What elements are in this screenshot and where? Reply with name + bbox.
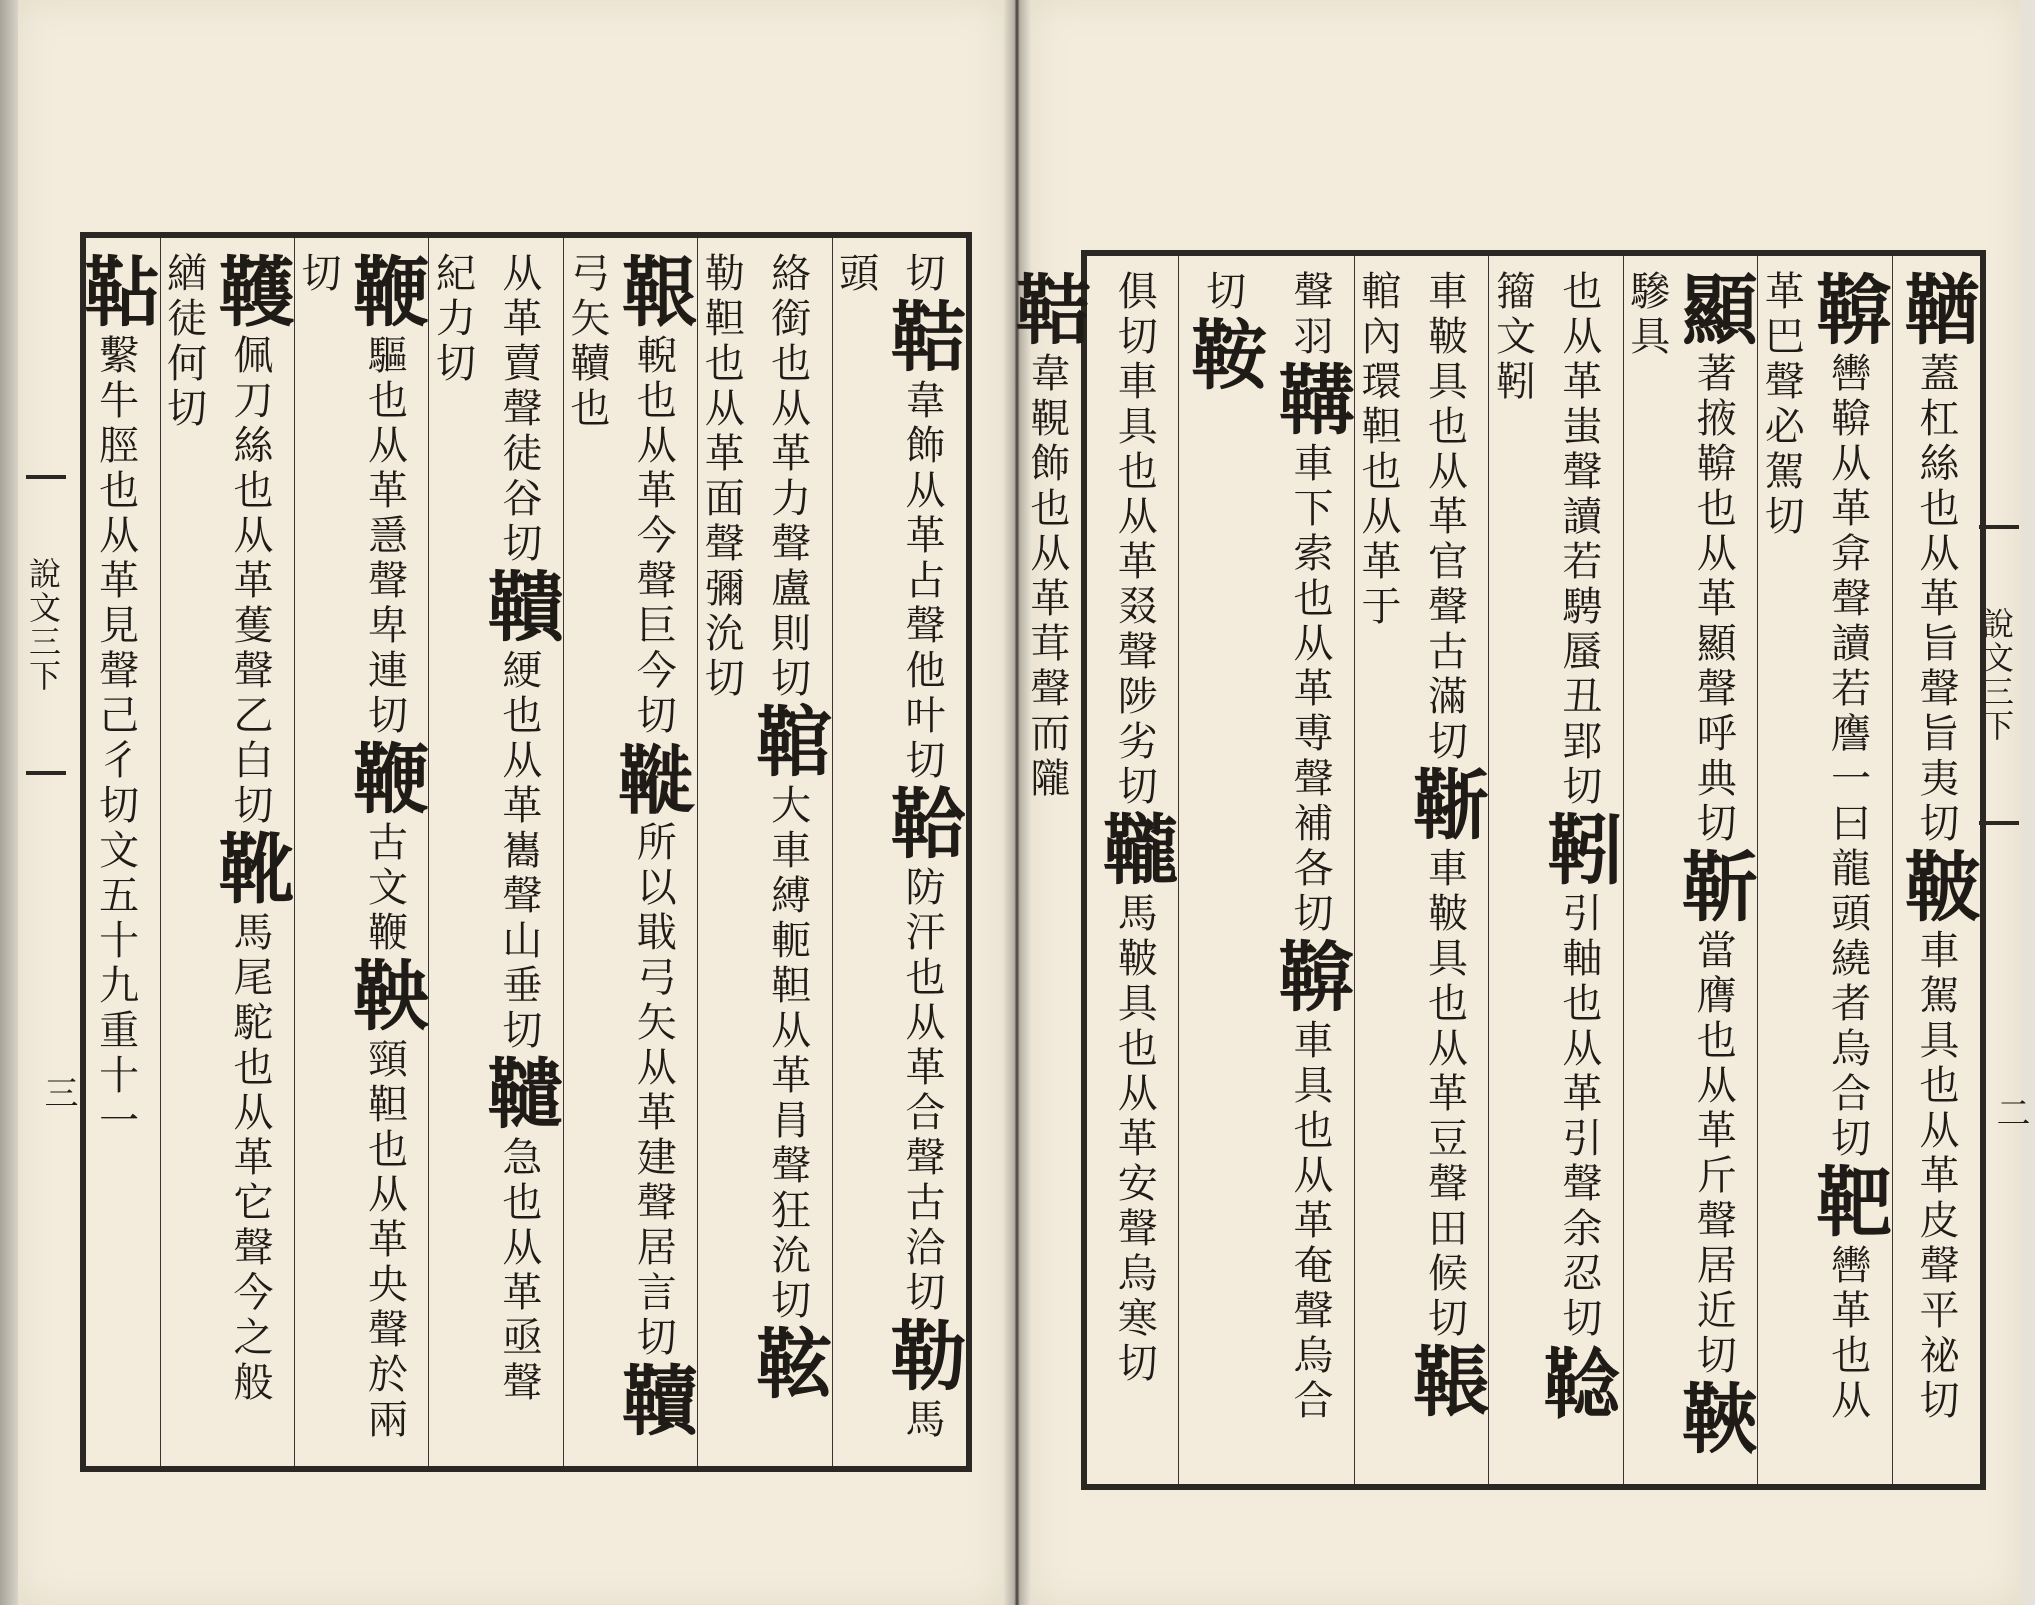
column-text xyxy=(1489,270,1622,1465)
headword: 䩙 xyxy=(743,1324,833,1406)
left-folio-number: 三 xyxy=(38,1075,78,1109)
headword: 䩨 xyxy=(1400,1342,1490,1424)
headword: 䩢 xyxy=(1400,765,1490,847)
headword: 鞊 xyxy=(878,297,967,379)
gloss-text: 切 xyxy=(899,252,945,297)
gloss-text: 轡革也从革巴聲必駕切 xyxy=(1758,270,1871,1424)
column-text xyxy=(295,252,428,1447)
right-column-7 xyxy=(1003,256,1178,1484)
headword: 靷 xyxy=(1534,810,1624,892)
gloss-text: 聲羽 xyxy=(1287,270,1334,360)
left-column-2 xyxy=(697,238,831,1466)
headword: 鞭 xyxy=(340,252,430,334)
headword: 鞍 xyxy=(1178,315,1268,397)
headword: 鞲 xyxy=(1266,360,1356,442)
headword: 䪈 xyxy=(474,1054,564,1136)
gloss-text: 俱切車具也从革叕聲陟劣切 xyxy=(1111,270,1158,810)
right-folio-number: 二 xyxy=(1990,1095,2030,1129)
gloss-text: 驂具 xyxy=(1623,270,1670,360)
column-text xyxy=(698,252,831,1447)
column-text xyxy=(833,252,966,1447)
headword: 鞥 xyxy=(1803,270,1893,352)
gloss-text: 也从革蚩聲讀若騁蜃丑郢切 xyxy=(1555,270,1602,810)
gloss-text: 車下索也从革尃聲補各切 xyxy=(1287,442,1334,937)
gloss-text: 著掖鞥也从革顯聲呼典切 xyxy=(1690,352,1737,847)
gloss-text: 車具也从革奄聲烏合切 xyxy=(1199,270,1334,1424)
headword: 勒 xyxy=(878,1316,967,1398)
gloss-text: 綆也从革巂聲山垂切 xyxy=(495,649,542,1054)
column-text xyxy=(1355,270,1488,1465)
gloss-text: 蓋杠絲也从革旨聲旨夷切 xyxy=(1913,352,1959,847)
headword: 鞁 xyxy=(1892,847,1981,929)
column-text xyxy=(161,252,294,1447)
headword: 䪊 xyxy=(1090,810,1180,892)
column-text xyxy=(1758,270,1891,1465)
headword: 靳 xyxy=(1669,847,1759,929)
gloss-text: 所以戢弓矢从革建聲居言切 xyxy=(630,821,677,1361)
headword: 𩋏 xyxy=(1534,1342,1624,1424)
headword: 䩪 xyxy=(743,702,833,784)
left-column-6 xyxy=(160,238,294,1466)
left-column-3 xyxy=(563,238,697,1466)
headword: 靴 xyxy=(206,829,296,911)
gloss-text: 从革賣聲徒谷切 xyxy=(495,252,542,567)
column-text xyxy=(429,252,562,1447)
right-column-3 xyxy=(1623,256,1757,1484)
right-running-title: 說文三下 xyxy=(1979,525,2019,825)
right-page xyxy=(1002,0,2030,1605)
gloss-text: 防汗也从革合聲古洽切 xyxy=(899,866,945,1316)
left-page xyxy=(18,0,1003,1605)
gloss-text: 勒靼也从革面聲彌沇切 xyxy=(698,252,745,702)
gloss-text: 輗也从革今聲巨今切 xyxy=(630,334,677,739)
binding-edge xyxy=(0,0,18,1605)
headword: 䩞 xyxy=(71,252,161,334)
left-column-5 xyxy=(294,238,428,1466)
column-text xyxy=(72,252,159,1447)
gloss-text: 絡銜也从革力聲盧則切 xyxy=(764,252,811,702)
column-text xyxy=(1893,270,1980,1465)
right-column-6 xyxy=(1178,256,1354,1484)
gloss-text: 古文鞭 xyxy=(361,821,408,956)
headword: 鞥 xyxy=(1266,937,1356,1019)
right-column-5 xyxy=(1354,256,1488,1484)
headword: 鞈 xyxy=(878,784,967,866)
headword: 鞎 xyxy=(609,252,699,334)
gloss-text: 車鞁具也从革豆聲田候切 xyxy=(1421,847,1468,1342)
left-running-title: 說文三下 xyxy=(26,475,66,775)
gloss-text: 輨內環靼也从革于 xyxy=(1355,270,1402,630)
gloss-text: 大車縛軛靼从革肙聲狂沇切 xyxy=(764,784,811,1324)
gloss-text: 馬鞁具也从革安聲烏寒切 xyxy=(1111,892,1158,1387)
headword: 顯 xyxy=(1669,270,1759,352)
gloss-text: 急也从革亟聲紀力切 xyxy=(429,252,542,1406)
column-text xyxy=(1179,270,1354,1465)
headword: 䩡 xyxy=(1669,1379,1759,1461)
headword: 鞊 xyxy=(1002,270,1092,352)
left-column-1 xyxy=(832,238,966,1466)
headword: 𩌦 xyxy=(609,739,699,821)
headword: 韄 xyxy=(206,252,296,334)
gloss-text: 車駕具也从革皮聲平祕切 xyxy=(1913,929,1959,1424)
headword: 靶 xyxy=(1803,1162,1893,1244)
gloss-text: 繫牛脛也从革見聲己彳切文五十九重十一 xyxy=(92,334,139,1144)
gloss-text: 弓矢韇也 xyxy=(563,252,610,432)
gloss-text: 轡鞥从革弇聲讀若譍一曰龍頭繞者烏合切 xyxy=(1824,352,1871,1162)
column-text xyxy=(564,252,697,1447)
column-text xyxy=(1003,270,1178,1465)
gloss-text: 佩刀絲也从革蒦聲乙白切 xyxy=(227,334,274,829)
headword: 鞅 xyxy=(340,956,430,1038)
gloss-text: 韋飾从革占聲他叶切 xyxy=(899,379,945,784)
gloss-text: 馬頭 xyxy=(832,252,945,1443)
left-column-4 xyxy=(428,238,562,1466)
right-text-frame xyxy=(1002,250,1986,1490)
right-column-1 xyxy=(1892,256,1980,1484)
headword: 鞧 xyxy=(1892,270,1981,352)
gloss-text: 引軸也从革引聲余忍切 xyxy=(1555,892,1602,1342)
left-column-7 xyxy=(72,238,159,1466)
headword: 鞭 xyxy=(340,739,430,821)
headword: 韇 xyxy=(609,1361,699,1443)
column-text xyxy=(1624,270,1757,1465)
left-text-frame xyxy=(71,232,972,1472)
right-column-4 xyxy=(1488,256,1622,1484)
right-column-2 xyxy=(1757,256,1891,1484)
gloss-text: 籀文靷 xyxy=(1489,270,1536,405)
headword: 鞼 xyxy=(474,567,564,649)
gloss-text: 車鞁具也从革官聲古滿切 xyxy=(1421,270,1468,765)
gloss-text: 馬尾駝也从革它聲今之般緧徒何切 xyxy=(160,252,274,1406)
gloss-text: 當膺也从革斤聲居近切 xyxy=(1690,929,1737,1379)
gloss-text: 驅也从革㥯聲卑連切 xyxy=(361,334,408,739)
gloss-text: 頸靼也从革央聲於兩切 xyxy=(295,252,408,1443)
gloss-text: 韋䩤飾也从革茸聲而隴 xyxy=(1023,352,1070,802)
